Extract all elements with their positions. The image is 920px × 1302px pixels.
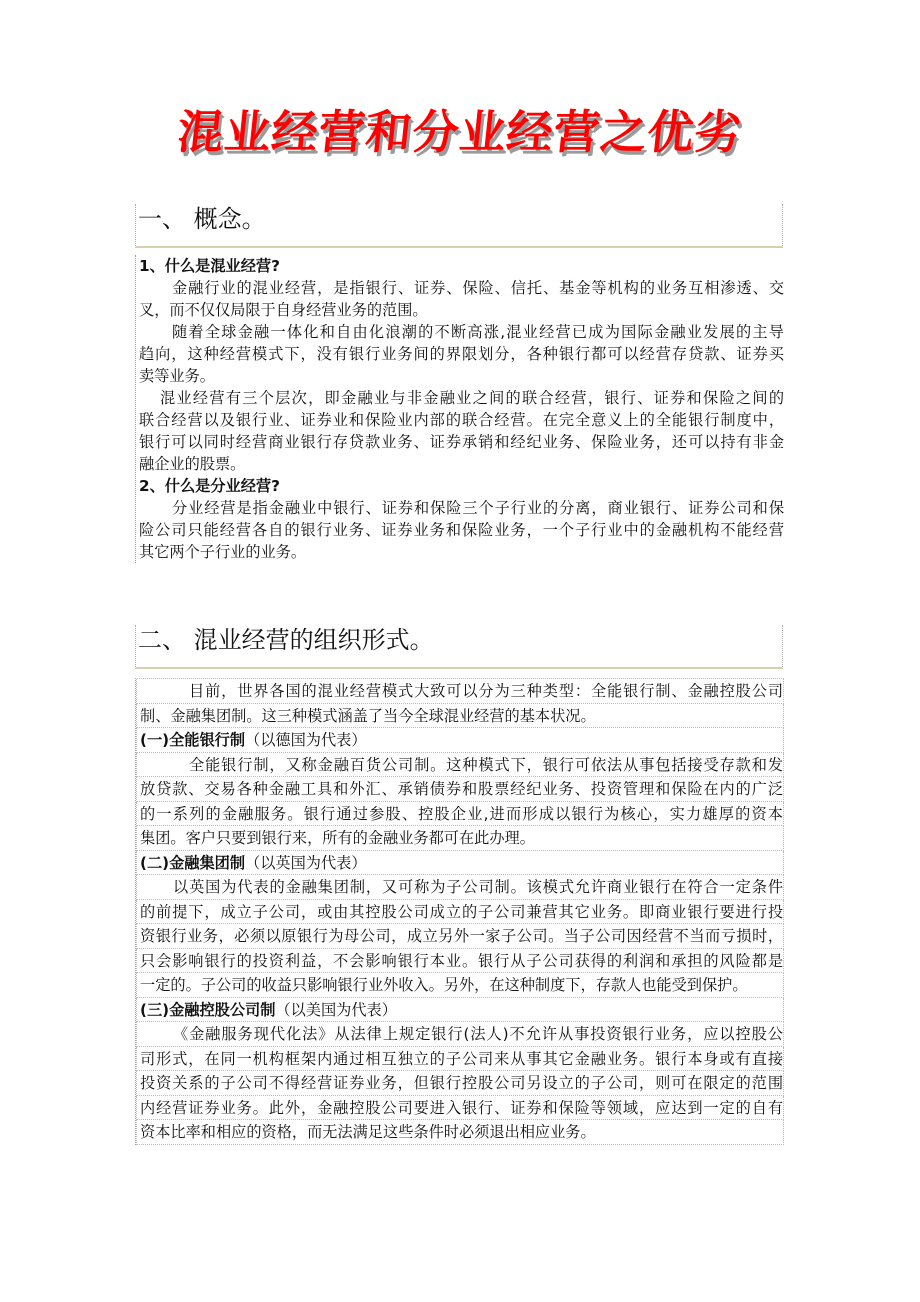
paragraph-line: 内经营证券业务。此外，金融控股公司要进入银行、证券和保险等领域，应达到一定的自有 bbox=[136, 1096, 784, 1121]
paragraph-line: 叉，而不仅仅局限于自身经营业务的范围。 bbox=[139, 301, 428, 319]
subheading-title: (三)金融控股公司制 bbox=[140, 1000, 276, 1019]
paragraph-line: 联合经营以及银行业、证券业和保险业内部的联合经营。在完全意义上的全能银行制度中， bbox=[139, 411, 784, 429]
subheading bbox=[136, 851, 784, 876]
subheading-title: 2、什么是分业经营? bbox=[139, 477, 280, 495]
paragraph-line: 资本比率和相应的资格，而无法满足这些条件时必须退出相应业务。 bbox=[136, 1120, 784, 1145]
paragraph-line: 一定的。子公司的收益只影响银行业外收入。另外，在这种制度下，存款人也能受到保护。 bbox=[136, 973, 784, 998]
paragraph-line: 融企业的股票。 bbox=[139, 455, 246, 473]
section-heading-concepts: 一、 概念。 bbox=[135, 204, 783, 248]
paragraph-line: 司形式，在同一机构框架内通过相互独立的子公司来从事其它金融业务。银行本身或有直接 bbox=[136, 1047, 784, 1072]
paragraph-line: 其它两个子行业的业务。 bbox=[139, 543, 307, 561]
paragraph-line: 金融行业的混业经营，是指银行、证券、保险、信托、基金等机构的业务互相渗透、交 bbox=[172, 279, 784, 297]
section-body-concepts bbox=[135, 255, 784, 563]
paragraph-line: 全能银行制，又称金融百货公司制。这种模式下，银行可依法从事包括接受存款和发 bbox=[136, 753, 784, 778]
subheading-title: 1、什么是混业经营? bbox=[139, 257, 280, 275]
subheading-title: (二)金融集团制 bbox=[140, 853, 246, 872]
section-heading-organization-forms: 二、 混业经营的组织形式。 bbox=[135, 625, 783, 669]
paragraph-line: 混业经营有三个层次，即金融业与非金融业之间的联合经营，银行、证券和保险之间的 bbox=[160, 389, 784, 407]
section-body-organization-forms bbox=[135, 678, 784, 1145]
subheading-note: （以德国为代表） bbox=[245, 731, 367, 749]
paragraph-line: 随着全球金融一体化和自由化浪潮的不断高涨,混业经营已成为国际金融业发展的主导 bbox=[172, 323, 784, 341]
subheading-note: （以英国为代表） bbox=[245, 853, 367, 872]
paragraph-line: 以英国为代表的金融集团制，又可称为子公司制。该模式允许商业银行在符合一定条件 bbox=[136, 875, 784, 900]
paragraph-line: 险公司只能经营各自的银行业务、证券业务和保险业务，一个子行业中的金融机构不能经营 bbox=[139, 521, 784, 539]
paragraph-line: 资银行业务，必须以原银行为母公司，成立另外一家子公司。当子公司因经营不当而亏损时， bbox=[136, 924, 784, 949]
paragraph-line: 的一系列的金融服务。银行通过参股、控股企业,进而形成以银行为核心，实力雄厚的资本 bbox=[136, 802, 784, 827]
paragraph-line: 银行可以同时经营商业银行存贷款业务、证券承销和经纪业务、保险业务，还可以持有非金 bbox=[139, 433, 784, 451]
paragraph-line: 集团。客户只要到银行来，所有的金融业务都可在此办理。 bbox=[136, 826, 784, 851]
subheading-note: （以美国为代表） bbox=[275, 1000, 397, 1019]
subheading bbox=[136, 475, 784, 497]
paragraph-line: 目前，世界各国的混业经营模式大致可以分为三种类型：全能银行制、金融控股公司 bbox=[136, 679, 784, 704]
paragraph-line: 制、金融集团制。这三种模式涵盖了当今全球混业经营的基本状况。 bbox=[136, 704, 784, 729]
subheading bbox=[136, 255, 784, 277]
paragraph-line: 趋向，这种经营模式下，没有银行业务间的界限划分，各种银行都可以经营存贷款、证券买 bbox=[139, 345, 784, 363]
paragraph-line: 的前提下，成立子公司，或由其控股公司成立的子公司兼营其它业务。即商业银行要进行投 bbox=[136, 900, 784, 925]
subheading-title: (一)全能银行制 bbox=[140, 731, 246, 749]
paragraph-line: 分业经营是指金融业中银行、证券和保险三个子行业的分离，商业银行、证券公司和保 bbox=[172, 499, 784, 517]
paragraph-line: 只会影响银行的投资利益，不会影响银行本业。银行从子公司获得的利润和承担的风险都是 bbox=[136, 949, 784, 974]
subheading bbox=[136, 998, 784, 1023]
paragraph-line: 《金融服务现代化法》从法律上规定银行(法人)不允许从事投资银行业务，应以控股公 bbox=[136, 1022, 784, 1047]
paragraph-line: 卖等业务。 bbox=[139, 367, 215, 385]
paragraph-line: 放贷款、交易各种金融工具和外汇、承销债券和股票经纪业务、投资管理和保险在内的广泛 bbox=[136, 777, 784, 802]
paragraph-line: 投资关系的子公司不得经营证券业务，但银行控股公司另设立的子公司，则可在限定的范围 bbox=[136, 1071, 784, 1096]
document-title: 混业经营和分业经营之优劣 bbox=[174, 105, 745, 159]
subheading bbox=[136, 728, 784, 753]
